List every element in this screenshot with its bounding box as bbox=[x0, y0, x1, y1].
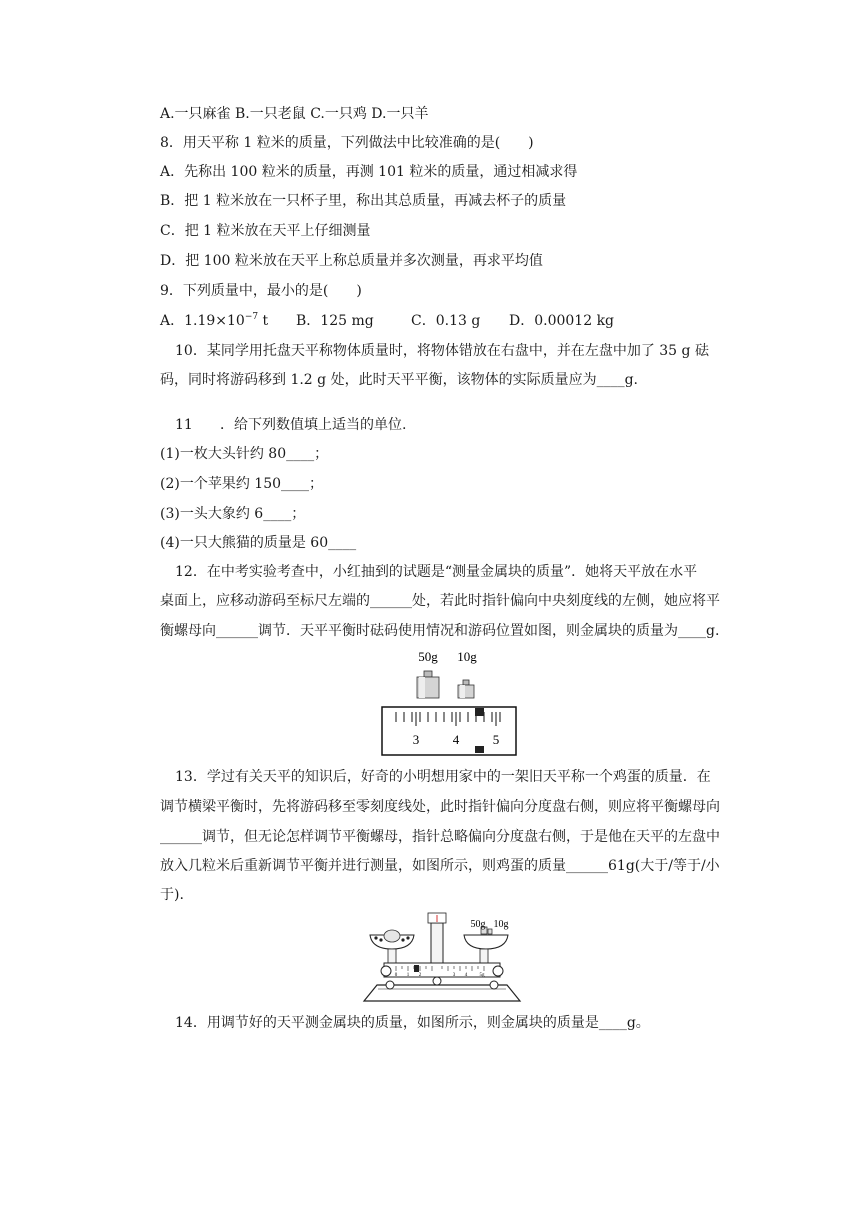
weight-10g-icon bbox=[458, 680, 474, 698]
fig13-weight-50g-label: 50g bbox=[470, 919, 486, 930]
q11-item-3: (3)一头大象约 6____； bbox=[160, 506, 306, 522]
q11-item-2: (2)一个苹果约 150____； bbox=[160, 476, 324, 492]
q12-figure bbox=[380, 646, 520, 758]
beam-scale-label-3: 3 bbox=[452, 973, 456, 978]
q12-line-3: 衡螺母向______调节．天平平衡时砝码使用情况和游码位置如图，则金属块的质量为____g. bbox=[160, 623, 720, 639]
q13-balance-figure bbox=[362, 909, 522, 1005]
scale-label-4: 4 bbox=[452, 732, 460, 747]
scale-pointer bbox=[475, 746, 484, 753]
q11-item-4: (4)一只大熊猫的质量是 60____ bbox=[160, 535, 357, 551]
q9-option-a-unit: t bbox=[258, 313, 269, 329]
beam-scale-label-4: 4 bbox=[464, 973, 468, 978]
q11-item-1: (1)一枚大头针约 80____； bbox=[160, 446, 329, 462]
q9-option-a-exponent: −7 bbox=[244, 312, 259, 322]
q12-line-2: 桌面上，应移动游码至标尺左端的______处，若此时指针偏向中央刻度线的左侧，她应将平 bbox=[160, 593, 720, 609]
q9-option-b: B．125 mg bbox=[296, 313, 374, 329]
rider bbox=[475, 708, 484, 716]
q9-option-a bbox=[160, 311, 268, 331]
q13-line-1: 13．学过有关天平的知识后，好奇的小明想用家中的一架旧天平称一个鸡蛋的质量．在 bbox=[175, 769, 711, 785]
q8-option-c: C．把 1 粒米放在天平上仔细测量 bbox=[160, 223, 371, 239]
q7-options: A.一只麻雀 B.一只老鼠 C.一只鸡 D.一只羊 bbox=[160, 106, 429, 122]
beam-scale-label-2: 2 bbox=[418, 973, 422, 978]
weight-50g-icon bbox=[417, 671, 439, 698]
q13-line-3: ______调节，但无论怎样调节平衡螺母，指针总略偏向分度盘右侧，于是他在天平的左盘中 bbox=[160, 829, 720, 845]
beam-scale-label-5: 5g bbox=[479, 973, 485, 978]
q13-line-4: 放入几粒米后重新调节平衡并进行测量，如图所示，则鸡蛋的质量______61g(大于/等于/小 bbox=[160, 858, 720, 874]
egg-icon bbox=[384, 930, 400, 942]
q11-stem: ．给下列数值填上适当的单位. bbox=[220, 417, 407, 433]
scale-label-5: 5 bbox=[492, 732, 500, 747]
weight-50g-label: 50g bbox=[418, 649, 438, 664]
scale-label-3: 3 bbox=[412, 732, 420, 747]
beam-scale-label-0: 0 bbox=[394, 973, 398, 978]
q13-line-5: 于). bbox=[160, 887, 184, 903]
q8-option-b: B．把 1 粒米放在一只杯子里，称出其总质量，再减去杯子的质量 bbox=[160, 193, 567, 209]
q10-line-2: 码，同时将游码移到 1.2 g 处，此时天平平衡，该物体的实际质量应为____g. bbox=[160, 372, 638, 388]
beam-rider bbox=[414, 965, 419, 972]
q13-line-2: 调节横梁平衡时，先将游码移至零刻度线处，此时指针偏向分度盘右侧，则应将平衡螺母向 bbox=[160, 799, 720, 815]
weight-10g-label: 10g bbox=[457, 649, 477, 664]
left-pan-icon bbox=[370, 930, 414, 963]
right-pan-icon bbox=[464, 935, 508, 963]
q9-option-a-base: A．1.19×10 bbox=[160, 313, 245, 329]
q9-option-c: C．0.13 g bbox=[411, 313, 481, 329]
q8-option-a: A．先称出 100 粒米的质量，再测 101 粒米的质量，通过相减求得 bbox=[160, 164, 578, 180]
q14-text: 14．用调节好的天平测金属块的质量，如图所示，则金属块的质量是____g。 bbox=[175, 1015, 650, 1031]
q8-stem: 8．用天平称 1 粒米的质量，下列做法中比较准确的是( ) bbox=[160, 135, 534, 151]
q11-number: 11 bbox=[175, 417, 193, 433]
q8-option-d: D．把 100 粒米放在天平上称总质量并多次测量，再求平均值 bbox=[160, 253, 543, 269]
beam-scale-label-1: 1 bbox=[406, 973, 410, 978]
fig13-weight-10g-label: 10g bbox=[493, 919, 509, 930]
q10-line-1: 10．某同学用托盘天平称物体质量时，将物体错放在右盘中，并在左盘中加了 35 g 砝 bbox=[175, 343, 709, 359]
pointer-column bbox=[428, 913, 446, 967]
q9-stem: 9．下列质量中，最小的是( ) bbox=[160, 283, 362, 299]
q9-option-d: D．0.00012 kg bbox=[509, 313, 615, 329]
q12-line-1: 12．在中考实验考查中，小红抽到的试题是“测量金属块的质量”．她将天平放在水平 bbox=[175, 564, 698, 580]
